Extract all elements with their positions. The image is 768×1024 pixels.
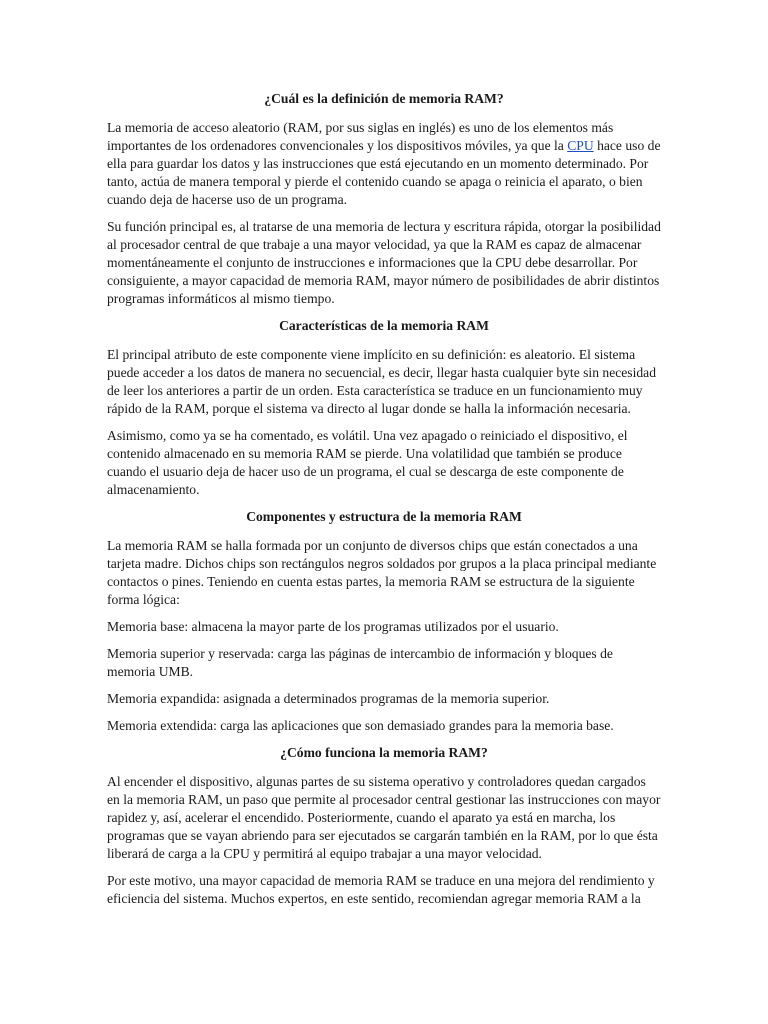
paragraph-funcionamiento-1: Al encender el dispositivo, algunas partes de su sistema operativo y controladores quedan cargados en la memoria RAM, un paso que permite al procesador central gestionar las instrucciones con mayor rapidez y, así, acelerar el encendido. Posteriormente, cuando el aparato ya está en marcha, los programas que se vayan abriendo para ser ejecutados se cargarán también en la RAM, por lo que ésta liberará de carga a la CPU y permitirá al equipo trabajar a una mayor velocidad. bbox=[107, 774, 661, 861]
heading-componentes: Componentes y estructura de la memoria RAM bbox=[246, 509, 522, 524]
heading-definicion: ¿Cuál es la definición de memoria RAM? bbox=[264, 91, 504, 106]
heading-caracteristicas: Características de la memoria RAM bbox=[279, 318, 489, 333]
heading-funcionamiento: ¿Cómo funciona la memoria RAM? bbox=[280, 745, 488, 760]
paragraph-memoria-superior: Memoria superior y reservada: carga las páginas de intercambio de información y bloques de memoria UMB. bbox=[107, 646, 613, 679]
paragraph-definicion-2: Su función principal es, al tratarse de una memoria de lectura y escritura rápida, otorgar la posibilidad al procesador central de que trabaje a una mayor velocidad, ya que la RAM es capaz de almacenar momentáneamente el conjunto de instrucciones e informaciones que la CPU debe desarrollar. Por consiguiente, a mayor capacidad de memoria RAM, mayor número de posibilidades de abrir distintos programas informáticos al mismo tiempo. bbox=[107, 219, 661, 306]
paragraph-funcionamiento-2: Por este motivo, una mayor capacidad de memoria RAM se traduce en una mejora del rendimiento y eficiencia del sistema. Muchos expertos, en este sentido, recomiendan agregar memoria RAM a la bbox=[107, 873, 655, 906]
paragraph-definicion-1 bbox=[107, 119, 661, 209]
paragraph-memoria-extendida: Memoria extendida: carga las aplicaciones que son demasiado grandes para la memoria base. bbox=[107, 718, 614, 733]
paragraph-memoria-expandida: Memoria expandida: asignada a determinados programas de la memoria superior. bbox=[107, 691, 550, 706]
text-before-link: La memoria de acceso aleatorio (RAM, por sus siglas en inglés) es uno de los elementos más importantes de los ordenadores convencionales y los dispositivos móviles, ya que la bbox=[107, 120, 614, 153]
paragraph-memoria-base: Memoria base: almacena la mayor parte de los programas utilizados por el usuario. bbox=[107, 619, 559, 634]
document-page bbox=[107, 90, 661, 917]
paragraph-componentes-1: La memoria RAM se halla formada por un conjunto de diversos chips que están conectados a una tarjeta madre. Dichos chips son rectángulos negros soldados por grupos a la placa principal mediante contactos o pines. Teniendo en cuenta estas partes, la memoria RAM se estructura de la siguiente forma lógica: bbox=[107, 538, 657, 607]
paragraph-caracteristicas-2: Asimismo, como ya se ha comentado, es volátil. Una vez apagado o reiniciado el dispositivo, el contenido almacenado en su memoria RAM se pierde. Una volatilidad que también se produce cuando el usuario deja de hacer uso de un programa, el cual se descarga de este componente de almacenamiento. bbox=[107, 428, 628, 497]
paragraph-caracteristicas-1: El principal atributo de este componente viene implícito en su definición: es aleatorio. El sistema puede acceder a los datos de manera no secuencial, es decir, llegar hasta cualquier byte sin necesidad de leer los anteriores a partir de un orden. Esta característica se traduce en un funcionamiento muy rápido de la RAM, porque el sistema va directo al lugar donde se halla la información necesaria. bbox=[107, 347, 656, 416]
text-after-link: hace uso de ella para guardar los datos y las instrucciones que está ejecutando en un momento determinado. Por tanto, actúa de manera temporal y pierde el contenido cuando se apaga o reinicia el aparato, o bien cuando deja de hacerse uso de un programa. bbox=[107, 138, 661, 207]
cpu-link[interactable]: CPU bbox=[567, 138, 594, 153]
